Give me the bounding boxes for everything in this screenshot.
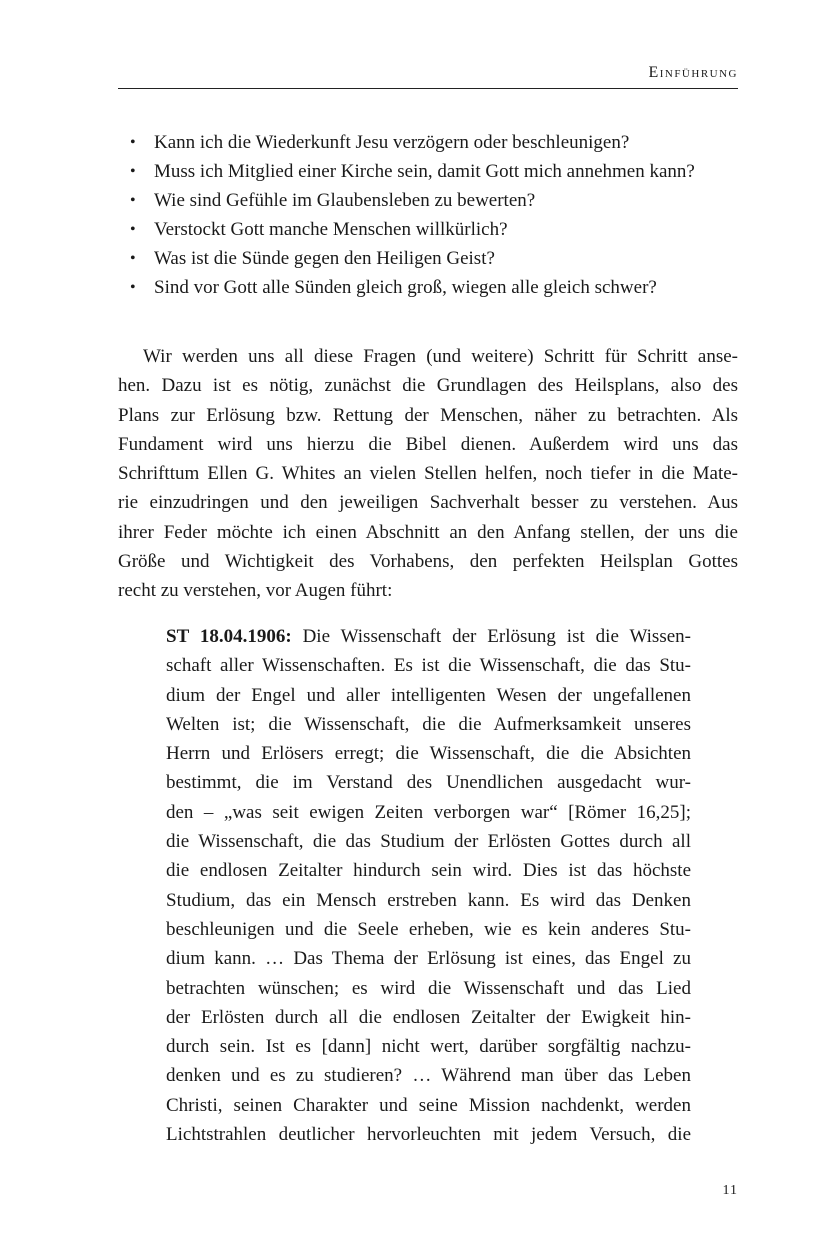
text-line: recht zu verstehen, vor Augen führt: [118,580,393,602]
text-line: Größe und Wichtigkeit des Vorhabens, den perfekten Heilsplan Gottes [118,551,738,573]
quote-line: dium der Engel und aller intelligenten Wesen der ungefallenen [166,684,691,706]
quote-line: denken und es zu studieren? … Während man über das Leben [166,1065,691,1087]
quote-line: Christi, seinen Charakter und seine Mission nachdenkt, werden [166,1094,691,1116]
list-item: • Sind vor Gott alle Sünden gleich groß, wiegen alle gleich schwer? [130,273,760,302]
quote-line: den – „was seit ewigen Zeiten verborgen war“ [Römer 16,25]; [166,801,691,823]
list-item: • Verstockt Gott manche Menschen willkürlich? [130,215,760,244]
quote-reference: ST 18.04.1906: [166,626,292,647]
quote-line: schaft aller Wissenschaften. Es ist die Wissenschaft, die das Stu- [166,655,691,677]
block-quote [166,622,691,1149]
quote-line: bestimmt, die im Verstand des Unendlichen ausgedacht wur- [166,772,691,794]
text-line: Wir werden uns all diese Fragen (und weitere) Schritt für Schritt anse- [143,346,738,367]
text-line: hen. Dazu ist es nötig, zunächst die Grundlagen des Heilsplans, also des [118,375,738,397]
text-line: Schrifttum Ellen G. Whites an vielen Stellen helfen, noch tiefer in die Mate- [118,463,738,485]
quote-line: durch sein. Ist es [dann] nicht wert, darüber sorgfältig nachzu- [166,1036,691,1058]
quote-line: Welten ist; die Wissenschaft, die die Aufmerksamkeit unseres [166,713,691,735]
quote-first-line [166,622,691,651]
text-line: ihrer Feder möchte ich einen Abschnitt an den Anfang stellen, der uns die [118,521,738,543]
quote-line: Studium, das ein Mensch erstreben kann. Es wird das Denken [166,889,691,911]
quote-line: Lichtstrahlen deutlicher hervorleuchten mit jedem Versuch, die [166,1124,691,1146]
running-header [118,62,738,89]
body-paragraph [118,342,738,606]
list-item: • Muss ich Mitglied einer Kirche sein, damit Gott mich annehmen kann? [130,157,760,186]
question-list [130,128,760,302]
text-line: rie einzudringen und den jeweiligen Sachverhalt besser zu verstehen. Aus [118,492,738,514]
list-item: • Wie sind Gefühle im Glaubensleben zu bewerten? [130,186,760,215]
list-item: • Kann ich die Wiederkunft Jesu verzögern oder beschleunigen? [130,128,760,157]
text-line: Plans zur Erlösung bzw. Rettung der Menschen, näher zu betrachten. Als [118,404,738,426]
quote-text: Die Wissenschaft der Erlösung ist die Wissen- [291,626,691,647]
quote-line: Herrn und Erlösers erregt; die Wissenschaft, die die Absichten [166,743,691,765]
quote-line: die Wissenschaft, die das Studium der Erlösten Gottes durch all [166,831,691,853]
quote-line: die endlosen Zeitalter hindurch sein wird. Dies ist das höchste [166,860,691,882]
quote-line: der Erlösten durch all die endlosen Zeitalter der Ewigkeit hin- [166,1006,691,1028]
quote-line: dium kann. … Das Thema der Erlösung ist eines, das Engel zu [166,948,691,970]
text-line: Fundament wird uns hierzu die Bibel dienen. Außerdem wird uns das [118,433,738,455]
quote-line: betrachten wünschen; es wird die Wissenschaft und das Lied [166,977,691,999]
quote-line: beschleunigen und die Seele erheben, wie es kein anderes Stu- [166,918,691,940]
list-item: • Was ist die Sünde gegen den Heiligen Geist? [130,244,760,273]
page-number: 11 [722,1183,738,1198]
chapter-title: Einführung [648,64,738,81]
